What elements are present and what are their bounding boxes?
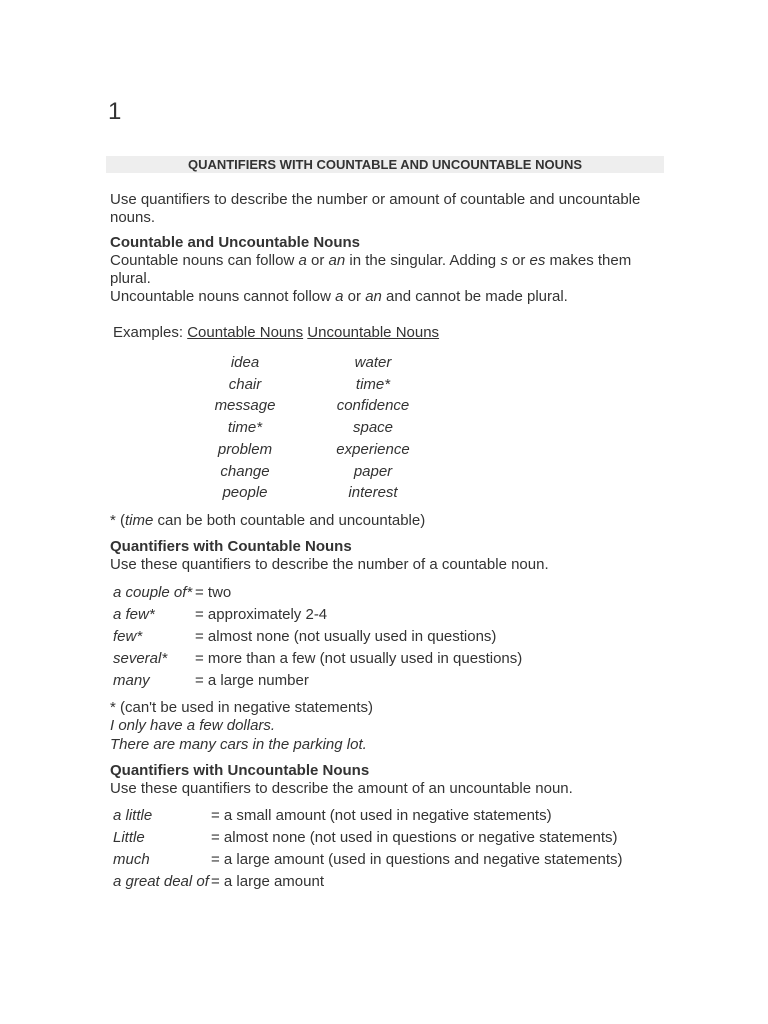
section3-desc: Use these quantifiers to describe the amount of an uncountable noun. (110, 780, 573, 797)
countable-column (185, 352, 305, 504)
quantifier-term: many (113, 672, 150, 689)
quantifier-definition: = almost none (not usually used in questions) (195, 628, 497, 645)
countable-noun: people (222, 484, 268, 502)
section2-example-2: There are many cars in the parking lot. (110, 736, 367, 753)
quantifier-term: a couple of* (113, 584, 193, 601)
uncountable-noun: time* (355, 375, 391, 393)
uncountable-noun: paper (353, 462, 393, 480)
section1-line1: Countable nouns can follow a or an in the singular. Adding s or es makes them (110, 252, 632, 269)
section3-heading: Quantifiers with Uncountable Nouns (110, 762, 370, 779)
quantifier-definition: = a small amount (not used in negative statements) (211, 807, 552, 824)
quantifier-definition: = more than a few (not usually used in questions) (195, 650, 523, 667)
document-title: QUANTIFIERS WITH COUNTABLE AND UNCOUNTABLE NOUNS (106, 156, 664, 173)
uncountable-noun: water (354, 354, 392, 371)
quantifier-definition: = a large amount (211, 873, 324, 890)
quantifier-definition: = a large amount (used in questions and negative statements) (211, 851, 623, 868)
section2-example-1: I only have a few dollars. (110, 717, 276, 734)
uncountable-noun: experience (336, 440, 410, 458)
quantifier-definition: = almost none (not used in questions or negative statements) (211, 829, 618, 846)
section1-line2: plural. (110, 270, 151, 287)
intro-line-1: Use quantifiers to describe the number or amount of countable and uncountable (110, 191, 641, 208)
section1-line3: Uncountable nouns cannot follow a or an and cannot be made plural. (110, 288, 568, 305)
intro-line-2: nouns. (110, 209, 156, 226)
uncountable-noun: confidence (336, 397, 410, 415)
quantifier-term: few* (113, 628, 143, 645)
countable-noun: time* (227, 419, 263, 437)
time-note: * (time can be both countable and uncountable) (110, 512, 426, 529)
section2-desc: Use these quantifiers to describe the number of a countable noun. (110, 556, 549, 573)
countable-noun: problem (217, 440, 273, 458)
examples-header: Examples: Countable Nouns Uncountable Nouns (113, 324, 440, 341)
countable-noun: message (214, 397, 276, 415)
page-number: 1 (108, 98, 122, 125)
uncountable-noun: interest (348, 484, 398, 502)
countable-noun: idea (230, 354, 260, 371)
uncountable-column (313, 352, 433, 504)
countable-noun: chair (228, 375, 262, 393)
quantifier-term: much (113, 851, 150, 868)
countable-noun: change (220, 462, 270, 480)
quantifier-definition: = two (195, 584, 232, 601)
quantifier-term: a few* (113, 606, 155, 623)
section1-heading: Countable and Uncountable Nouns (110, 234, 360, 251)
quantifier-term: several* (113, 650, 168, 667)
quantifier-definition: = approximately 2-4 (195, 606, 328, 623)
uncountable-noun: space (352, 419, 394, 437)
quantifier-term: a great deal of (113, 873, 209, 890)
section2-heading: Quantifiers with Countable Nouns (110, 538, 352, 555)
quantifier-term: a little (113, 807, 153, 824)
quantifier-definition: = a large number (195, 672, 309, 689)
quantifier-term: Little (113, 829, 145, 846)
section2-note: * (can't be used in negative statements) (110, 699, 374, 716)
